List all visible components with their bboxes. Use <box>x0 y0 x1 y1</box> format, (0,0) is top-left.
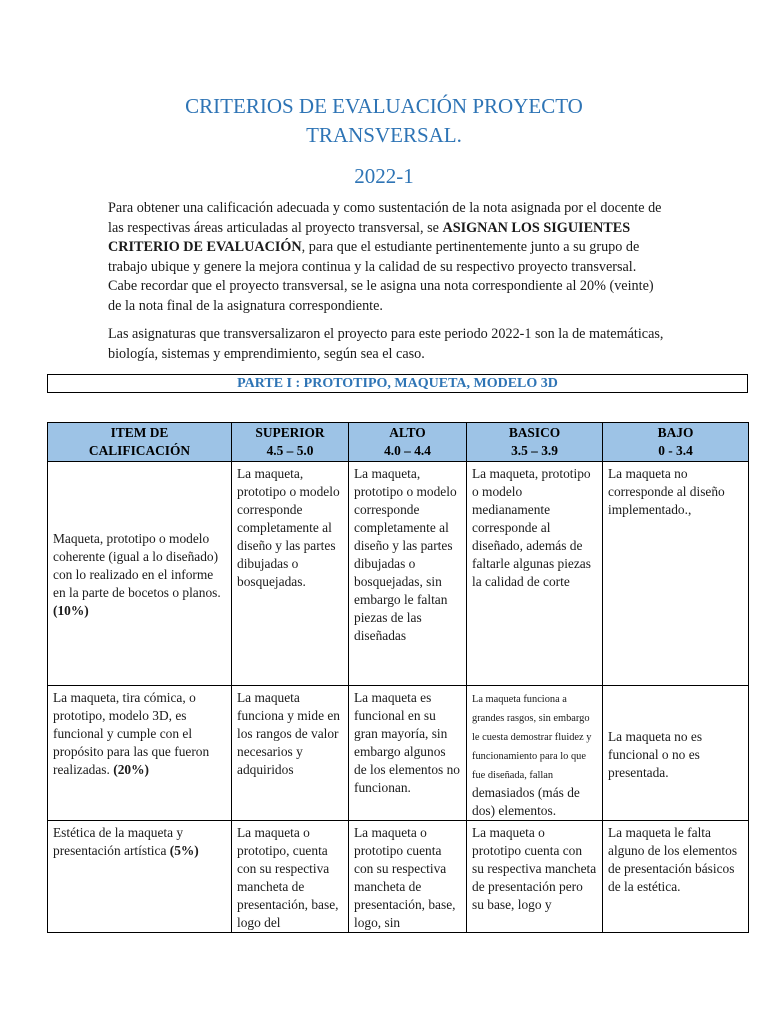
header-superior-l2: 4.5 – 5.0 <box>266 443 314 458</box>
header-bajo-l1: BAJO <box>657 425 694 440</box>
intro-paragraph-1 <box>108 199 668 317</box>
row3-basico: La maqueta o prototipo cuenta con su respectiva mancheta de presentación pero su base, logo y <box>467 821 603 933</box>
intro-paragraph-2: Las asignaturas que transversalizaron el proyecto para este periodo 2022-1 son la de matemáticas, biología, sistemas y emprendimiento, según sea el caso. <box>108 326 664 362</box>
document-title-line1: CRITERIOS DE EVALUACIÓN PROYECTO <box>185 94 583 118</box>
header-bajo-l2: 0 - 3.4 <box>658 443 693 458</box>
intro-text-bold: ASIGNAN LOS SIGUIENTES CRITERIO DE EVALUACIÓN <box>108 219 631 256</box>
row3-alto: La maqueta o prototipo cuenta con su respectiva mancheta de presentación, base, logo, sin <box>349 821 467 933</box>
row2-alto: La maqueta es funcional en su gran mayoría, sin embargo algunos de los elementos no funcionan. <box>349 686 467 821</box>
row2-basico-small: La maqueta funciona a grandes rasgos, sin embargo le cuesta demostrar fluidez y funcionamiento para lo que fue diseñada, fallan <box>472 694 592 781</box>
header-superior-l1: SUPERIOR <box>255 425 325 440</box>
row1-item <box>48 462 232 686</box>
row1-item-text: Maqueta, prototipo o modelo coherente (igual a lo diseñado) con lo realizado en el informe en la parte de bocetos o planos. <box>53 531 221 600</box>
row3-weight: (5%) <box>169 843 199 858</box>
row2-item <box>48 686 232 821</box>
table-row <box>48 462 749 686</box>
row1-superior: La maqueta, prototipo o modelo corresponde completamente al diseño y las partes dibujadas o bosquejadas. <box>232 462 349 686</box>
header-superior <box>232 423 349 462</box>
header-item-l2: CALIFICACIÓN <box>88 443 191 458</box>
header-basico-l1: BASICO <box>508 425 561 440</box>
header-item-l1: ITEM DE <box>110 425 169 440</box>
table-row <box>48 821 749 933</box>
rubric-table <box>47 422 749 933</box>
intro-text-c: , para que el estudiante pertinentemente junto a su grupo de trabajo ubique y genere la mejora continua y la calidad de su respectivo proyecto transversal. Cabe recordar que el proyecto transversal, se le asigna una nota correspondiente al 20% (veinte) de la nota final de la asignatura correspondiente. <box>108 239 654 314</box>
row1-alto: La maqueta, prototipo o modelo corresponde completamente al diseño y las partes dibujadas o bosquejadas, sin embargo le faltan piezas de las diseñadas <box>349 462 467 686</box>
row3-item-text: Estética de la maqueta y presentación artística <box>53 825 184 858</box>
row1-weight: (10%) <box>53 603 89 618</box>
row3-bajo: La maqueta le falta alguno de los elementos de presentación básicos de la estética. <box>603 821 749 933</box>
header-alto-l2: 4.0 – 4.4 <box>384 443 431 458</box>
part-heading: PARTE I : PROTOTIPO, MAQUETA, MODELO 3D <box>47 374 748 393</box>
header-bajo <box>603 423 749 462</box>
row2-basico <box>467 686 603 821</box>
table-header-row <box>48 423 749 462</box>
row2-superior: La maqueta funciona y mide en los rangos de valor necesarios y adquiridos <box>232 686 349 821</box>
row2-basico-rest: demasiados (más de dos) elementos. <box>472 785 580 818</box>
intro-text-a: Para obtener una calificación adecuada y como sustentación de la nota asignada por el docente de las respectivas áreas articuladas al proyecto transversal, se <box>108 200 662 236</box>
row1-basico: La maqueta, prototipo o modelo medianamente corresponde al diseñado, además de faltarle algunas piezas la calidad de corte <box>467 462 603 686</box>
row2-bajo: La maqueta no es funcional o no es presentada. <box>603 686 749 821</box>
header-basico-l2: 3.5 – 3.9 <box>511 443 558 458</box>
row2-weight: (20%) <box>113 762 149 777</box>
header-basico <box>467 423 603 462</box>
row3-item <box>48 821 232 933</box>
document-year: 2022-1 <box>354 164 414 188</box>
row1-bajo: La maqueta no corresponde al diseño implementado., <box>603 462 749 686</box>
document-title-line2: TRANSVERSAL. <box>306 123 462 147</box>
row3-superior: La maqueta o prototipo, cuenta con su respectiva mancheta de presentación, base, logo del <box>232 821 349 933</box>
header-alto-l1: ALTO <box>389 425 426 440</box>
row2-item-text: La maqueta, tira cómica, o prototipo, modelo 3D, es funcional y cumple con el propósito para las que fueron realizadas. <box>53 690 210 777</box>
table-row <box>48 686 749 821</box>
header-item <box>48 423 232 462</box>
header-alto <box>349 423 467 462</box>
